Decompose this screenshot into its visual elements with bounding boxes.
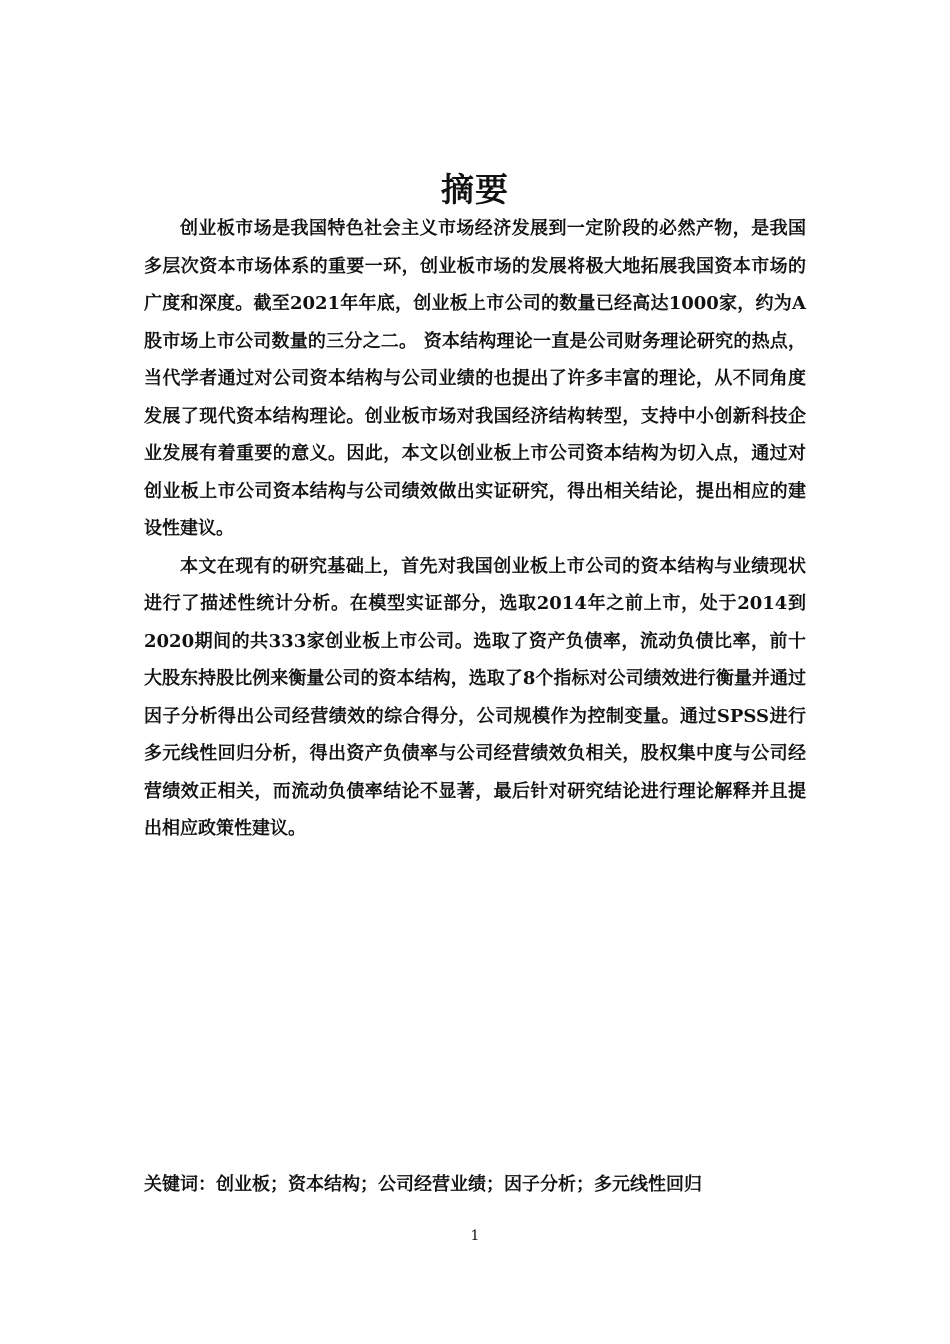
page-number: 1 [470,1228,480,1244]
abstract-title: 摘要 [441,170,509,209]
keywords-line: 关键词：创业板；资本结构；公司经营业绩；因子分析；多元线性回归 [144,1174,702,1195]
abstract-body [144,210,806,848]
abstract-paragraph-1: 创业板市场是我国特色社会主义市场经济发展到一定阶段的必然产物，是我国多层次资本市场体系的重要一环，创业板市场的发展将极大地拓展我国资本市场的广度和深度。截至2021年年底，创业板上市公司的数量已经高达1000家，约为A股市场上市公司数量的三分之二。 资本结构理论一直是公司财务理论研究的热点，当代学者通过对公司资本结构与公司业绩的也提出了许多丰富的理论，从不同角度发展了现代资本结构理论。创业板市场对我国经济结构转型，支持中小创新科技企业发展有着重要的意义。因此，本文以创业板上市公司资本结构为切入点，通过对创业板上市公司资本结构与公司绩效做出实证研究，得出相关结论，提出相应的建设性建议。 [144,218,806,539]
abstract-paragraph-2: 本文在现有的研究基础上，首先对我国创业板上市公司的资本结构与业绩现状进行了描述性统计分析。在模型实证部分，选取2014年之前上市，处于2014到2020期间的共333家创业板上市公司。选取了资产负债率，流动负债比率，前十大股东持股比例来衡量公司的资本结构，选取了8个指标对公司绩效进行衡量并通过因子分析得出公司经营绩效的综合得分，公司规模作为控制变量。通过SPSS进行多元线性回归分析，得出资产负债率与公司经营绩效负相关，股权集中度与公司经营绩效正相关，而流动负债率结论不显著，最后针对研究结论进行理论解释并且提出相应政策性建议。 [144,555,806,839]
